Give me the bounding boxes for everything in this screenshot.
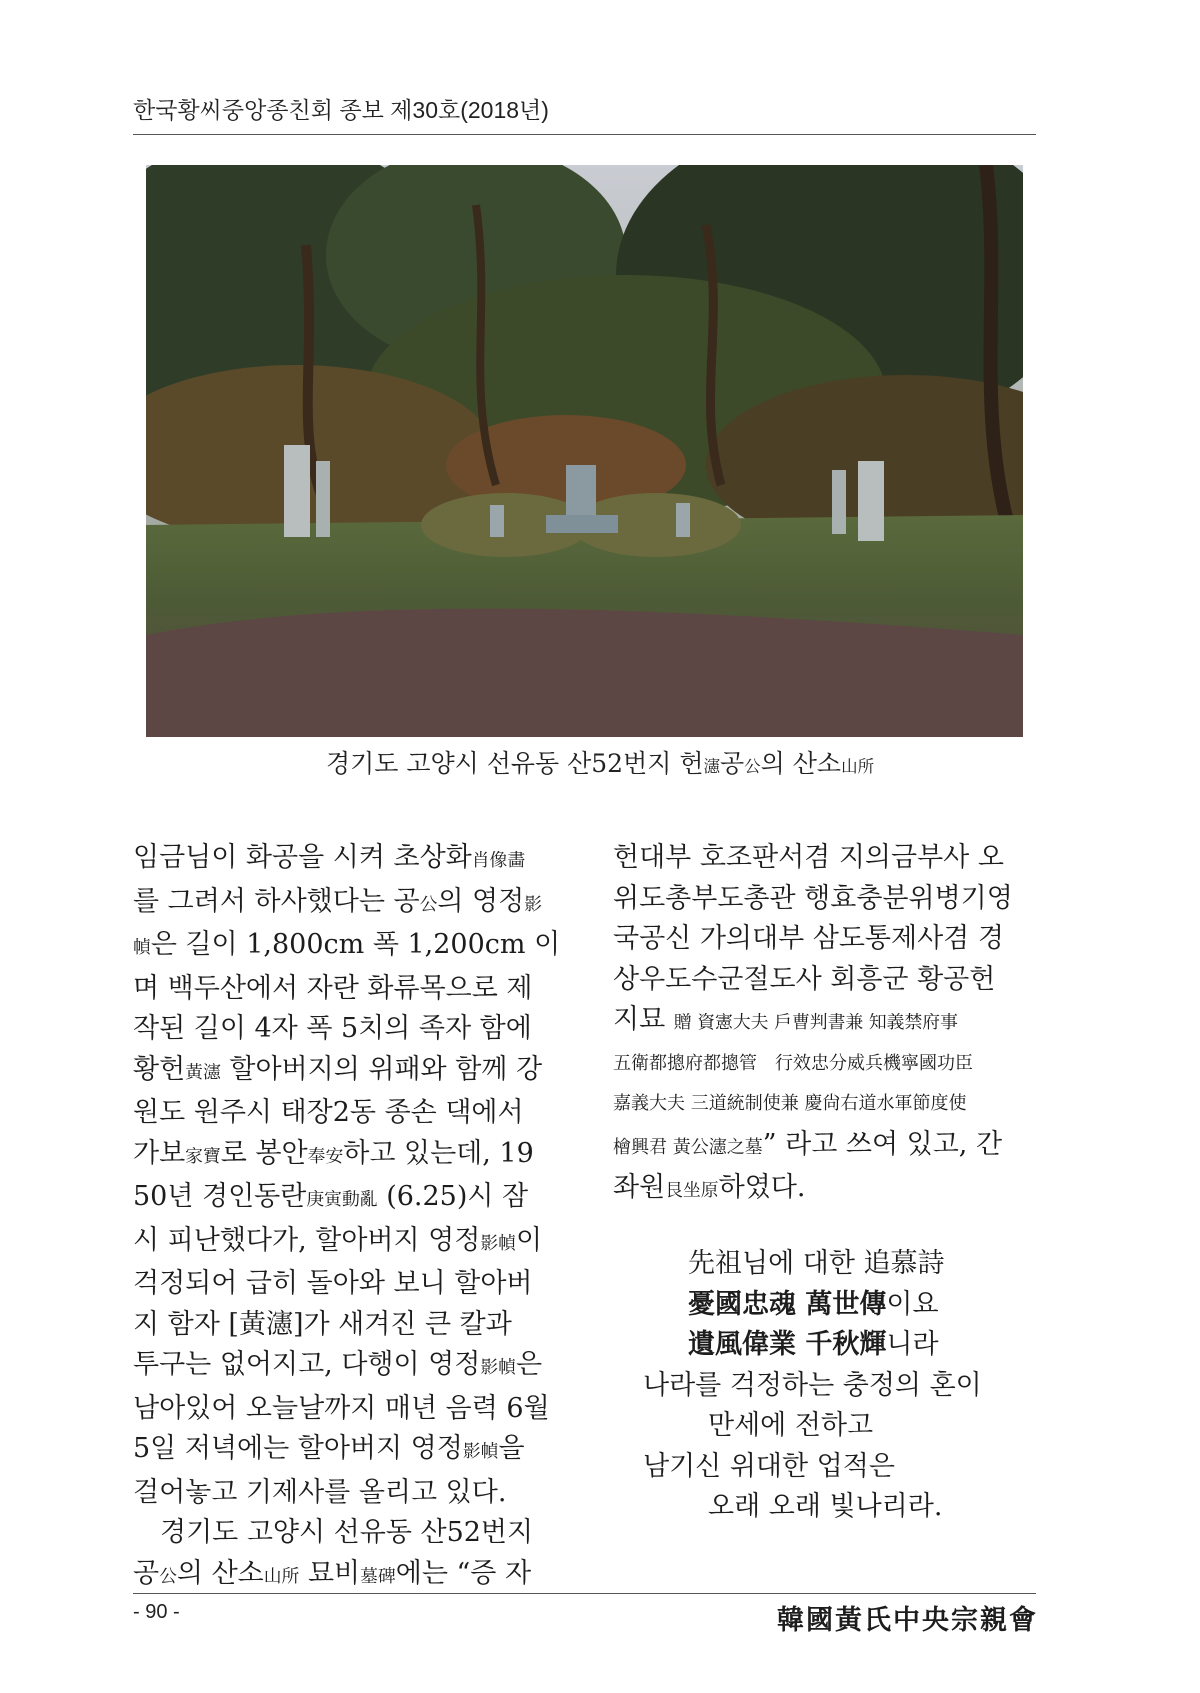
poem-title: 先祖님에 대한 追慕詩 [688, 1248, 945, 1279]
left-text-column [133, 838, 561, 1597]
left-line-17 [133, 1513, 558, 1554]
right-text-column [613, 838, 1038, 1212]
footer-rule [133, 1593, 1036, 1594]
right-line-9-hanja: 艮坐原 [665, 1180, 719, 1201]
left-line-text: 며 백두산에서 자란 화류목으로 제 [133, 972, 533, 1004]
left-line-text: 에는 “증 자 [395, 1557, 532, 1589]
caption-hanja-hun: 瀗 [703, 757, 720, 776]
left-line-text: 를 그려서 하사했다는 공 [133, 885, 420, 917]
left-line-hanja: 山所 [263, 1565, 300, 1587]
caption-hanja-sanso: 山所 [841, 757, 875, 776]
left-line-text: 은 [515, 1349, 543, 1380]
left-line-18 [133, 1554, 558, 1598]
right-line-1: 헌대부 호조판서겸 지의금부사 오 [613, 842, 1004, 873]
memorial-poem [613, 1244, 1038, 1528]
left-line-hanja: 墓碑 [360, 1565, 396, 1587]
left-line-14 [133, 1389, 558, 1430]
left-line-text: 걱정되어 급히 돌아와 보니 할아버 [133, 1268, 533, 1299]
tomb-site-photo [146, 165, 1023, 737]
right-line-3: 국공신 가의대부 삼도통제사겸 경 [613, 923, 1004, 954]
right-line-9-c: 하였다. [718, 1172, 806, 1203]
left-line-hanja: 肖像畵 [471, 850, 526, 871]
right-line-4: 상우도수군절도사 회흥군 황공헌 [613, 963, 996, 995]
page-number: - 90 - [133, 1601, 180, 1623]
caption-hanja-gong: 公 [744, 757, 761, 776]
left-line-11 [133, 1264, 558, 1305]
poem-line-2-hanja: 憂國忠魂 萬世傳 [688, 1288, 887, 1320]
left-line-text: 투구는 없어지고, 다행이 영정 [133, 1349, 481, 1380]
left-line-text: 할아버지의 위패와 함께 강 [220, 1053, 543, 1085]
poem-line-3 [613, 1325, 1038, 1366]
right-line-6: 五衛都摠府都摠管 行效忠分威兵機寧國功臣 [613, 1052, 973, 1074]
right-line-5-korean: 지묘 [613, 1004, 674, 1035]
poem-line-4: 나라를 걱정하는 충정의 혼이 [643, 1369, 982, 1401]
left-line-text: 원도 원주시 태장2동 종손 댁에서 [133, 1097, 524, 1128]
poem-line-3-hanja: 遺風偉業 千秋輝 [688, 1329, 887, 1360]
left-line-text: 임금님이 화공을 시켜 초상화 [133, 842, 472, 873]
right-line-2: 위도총부도총관 행효충분위병기영 [613, 882, 1013, 914]
left-line-text: 을 [498, 1433, 525, 1464]
right-line-8-hanja: 檜興君 黃公瀗之墓 [613, 1136, 763, 1158]
right-line-9-a: 좌원 [613, 1172, 666, 1203]
poem-line-2 [613, 1285, 1038, 1326]
right-line-8 [613, 1125, 1038, 1169]
left-line-hanja: 奉安 [307, 1145, 344, 1167]
left-line-text: 의 산소 [176, 1557, 264, 1589]
left-line-2 [133, 882, 558, 926]
left-line-text: 로 봉안 [220, 1137, 308, 1169]
right-line-8-korean: ” 라고 쓰여 있고, 간 [762, 1128, 1003, 1160]
left-line-4 [133, 969, 558, 1010]
left-line-text: 경기도 고양시 선유동 산52번지 [160, 1517, 534, 1548]
left-line-hanja: 黃瀗 [185, 1061, 221, 1083]
right-line-9 [613, 1168, 1038, 1212]
left-line-6 [133, 1050, 558, 1094]
poem-line-7: 오래 오래 빛나리라. [708, 1491, 943, 1522]
poem-line-6: 남기신 위대한 업적은 [643, 1450, 895, 1482]
left-line-text: 하고 있는데, 19 [343, 1137, 534, 1169]
left-line-13 [133, 1345, 558, 1389]
left-line-10 [133, 1221, 558, 1265]
left-line-7 [133, 1093, 558, 1134]
left-line-3 [133, 925, 561, 969]
left-line-hanja: 影 [524, 893, 543, 915]
page-header-title: 한국황씨중앙종친회 종보 제30호(2018년) [133, 97, 549, 123]
left-line-text: 지 함자 [黃瀗]가 새겨진 큰 칼과 [133, 1308, 512, 1340]
left-line-1 [133, 838, 558, 882]
caption-text-gong: 공 [720, 749, 745, 778]
left-line-hanja: 庚寅動亂 [306, 1189, 378, 1210]
left-line-text: 50년 경인동란 [133, 1181, 307, 1212]
left-line-8 [133, 1134, 558, 1178]
left-line-hanja: 影幀 [480, 1357, 516, 1378]
caption-text-end: 의 산소 [760, 749, 842, 778]
organization-name: 韓國黃氏中央宗親會 [777, 1605, 1038, 1636]
left-line-text: 남아있어 오늘날까지 매년 음력 6월 [133, 1392, 550, 1424]
poem-line-3-korean: 니라 [886, 1329, 939, 1360]
header-rule [133, 134, 1036, 135]
left-line-text: 공 [133, 1557, 160, 1589]
left-line-hanja: 影幀 [462, 1441, 499, 1462]
left-line-15 [133, 1429, 558, 1473]
left-line-text: 걸어놓고 기제사를 올리고 있다. [133, 1476, 507, 1508]
left-line-text: 5일 저녁에는 할아버지 영정 [133, 1433, 463, 1464]
tomb-site-photo-drawing [146, 165, 1023, 737]
left-line-hanja: 公 [159, 1565, 177, 1587]
right-line-7: 嘉義大夫 三道統制使兼 慶尙右道水軍節度使 [613, 1093, 967, 1114]
left-line-5 [133, 1009, 558, 1050]
left-line-hanja: 公 [419, 893, 438, 915]
right-line-5 [613, 1000, 1038, 1044]
left-line-text: (6.25)시 잠 [377, 1181, 529, 1212]
poem-line-5: 만세에 전하고 [708, 1410, 874, 1441]
left-line-text: 작된 길이 4자 폭 5치의 족자 함에 [133, 1013, 532, 1044]
left-line-text: 은 길이 1,800cm 폭 1,200cm 이 [150, 929, 561, 960]
left-line-12 [133, 1305, 558, 1346]
left-line-text: 황헌 [133, 1053, 186, 1085]
caption-text: 경기도 고양시 선유동 산52번지 헌 [325, 749, 704, 778]
left-line-16 [133, 1473, 558, 1514]
poem-line-2-korean: 이요 [886, 1288, 939, 1320]
left-line-9 [133, 1177, 558, 1221]
right-line-5-hanja: 贈 資憲大夫 戶曹判書兼 知義禁府事 [673, 1012, 958, 1033]
left-line-text: 시 피난했다가, 할아버지 영정 [133, 1224, 481, 1256]
left-line-hanja: 影幀 [480, 1232, 516, 1254]
left-line-text: 의 영정 [437, 885, 525, 917]
left-line-hanja: 幀 [133, 937, 151, 958]
left-line-text: 이 [515, 1224, 543, 1256]
photo-caption [0, 744, 1200, 780]
left-line-text: 묘비 [299, 1557, 361, 1589]
left-line-text: 가보 [133, 1137, 186, 1169]
left-line-hanja: 家寶 [185, 1145, 221, 1167]
